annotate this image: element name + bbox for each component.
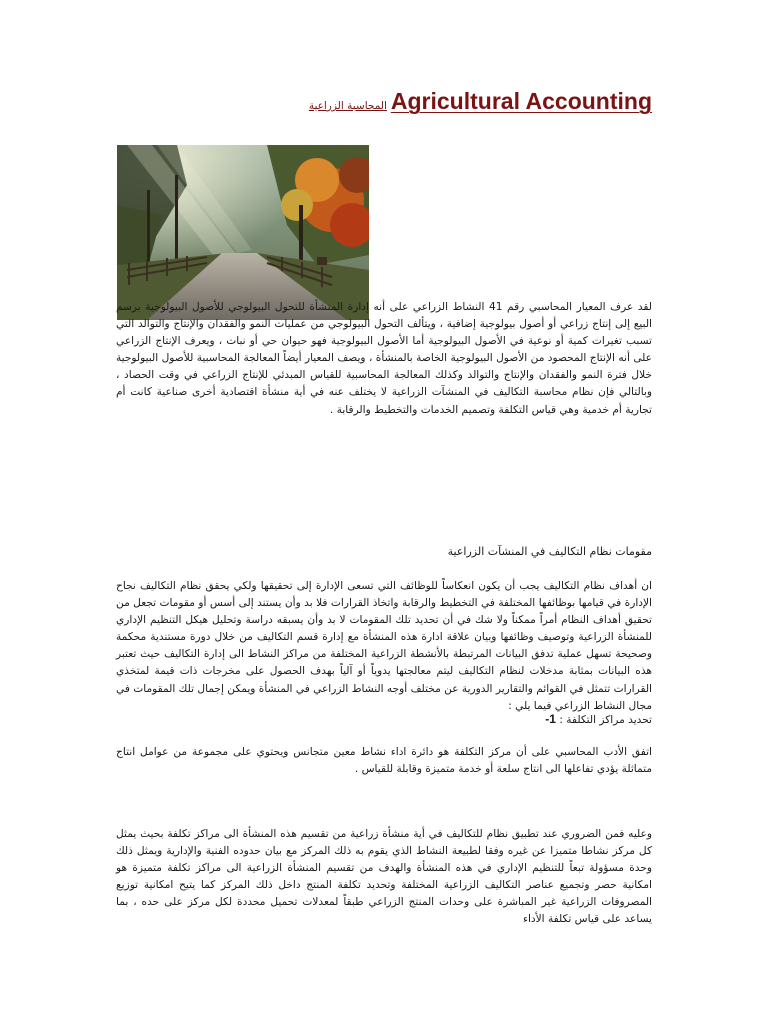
intro-paragraph: لقد عرف المعيار المحاسبي رقم 41 النشاط الزراعي على أنه إدارة المنشأة للتحول البيولوجي للأصول البيولوجية برسم البيع إلى إنتاج زراعي أو أصول بيولوجية إضافية ، ويتألف التحول البيولوجي من عمليات النمو والفقدان والإنتاج والتوالد التي تسبب تغيرات كمية أو نوعية في الأصول البيولوجية أما الأصول البيولوجية فهو حيوان حي أو نبات ، ويعرف الإنتاج الزراعي على أنه الإنتاج المحصود من الأصول البيولوجية الخاصة بالمنشأة ، ويصف المعيار أيضاً المعالجة المحاسبية للأصول البيولوجية خلال فترة النمو والفقدان والإنتاج والتوالد وكذلك المعالجة المحاسبية للقياس المبدئي للإنتاج الزراعي في وقت الحصاد ، وبالتالي فإن نظام محاسبة التكاليف في المنشآت الزراعية لا يختلف عنه في أية منشأة اقتصادية أخرى صناعية كانت أم تجارية أم خدمية وهي قياس التكلفة وتصميم الخدمات والتخطيط والرقابة . <box>116 301 652 416</box>
title-arabic: المحاسبة الزراعية <box>308 100 387 112</box>
title-english: Agricultural Accounting <box>390 88 652 114</box>
cost-center-division-paragraph: وعليه فمن الضروري عند تطبيق نظام للتكاليف في أية منشأة زراعية من تقسيم هذه المنشأة الى مراكز تكلفة بحيث يمثل كل مركز نشاطا متميزا عن غيره وفقا لطبيعة النشاط الذي يقوم به ذلك المركز مع بيان حدوده الفنية والإدارية ويمثل ذلك وحدة مسؤولة تبعاً للتنظيم الإداري في هذه المنشأة والهدف من تقسيم المنشأة الزراعية الى مراكز تكلفة متميزة هو امكانية حصر وتجميع عناصر التكاليف الزراعية المختلفة وتحديد تكلفة المنتج داخل ذلك المركز كما يتيح امكانية توزيع المصروفات الزراعية غير المباشرة على وحدات المنتج الزراعي طبقاً لمعدلات تحميل محددة لكل مركز على حده ، بما يساعد على قياس تكلفة الأداء <box>116 828 652 926</box>
cost-center-definition-paragraph: اتفق الأدب المحاسبي على أن مركز التكلفة هو دائرة اداء نشاط معين متجانس ويحتوي على مجموعة من عوامل انتاج متماثلة يؤدي تفاعلها الى انتاج سلعة أو خدمة متميزة وقابلة للقياس . <box>116 746 652 776</box>
subheading-cost-centers <box>116 711 652 729</box>
subheading-number: 1- <box>545 712 556 726</box>
forest-road-photo <box>117 145 369 320</box>
page-title <box>309 88 652 115</box>
section-heading-cost-system: مقومات نظام التكاليف في المنشآت الزراعية <box>447 545 652 558</box>
subheading-text: تحديد مراكز التكلفة : <box>559 714 652 726</box>
forest-road-image <box>117 145 369 320</box>
cost-system-paragraph: ان أهداف نظام التكاليف يجب أن يكون انعكاساً للوظائف التي تسعى الإدارة إلى تحقيقها ولكي يحقق نظام التكاليف نجاح الإدارة في قيامها بوظائفها المختلفة في التخطيط والرقابة واتخاذ القرارات فلا بد وأن يستند إلى أسس أو مقومات تجعل من تحقيق أهداف النظام أمراً ممكناً ولا شك في أن تحديد تلك المقومات لا بد وأن يسبقه دراسة وتحليل هيكل التنظيم الإداري للمنشأة الزراعية وتوصيف وظائفها وبيان علاقة ادارة هذه المنشأة مع إدارة قسم التكاليف من خلال دورة مستندية محكمة وصحيحة تسهل عملية تدفق البيانات المرتبطة بالأنشطة الزراعية المختلفة من مراكز النشاط الى إدارة التكاليف حيث تعتبر هذه البيانات بمثابة مدخلات لنظام التكاليف ليتم معالجتها يدوياً أو آلياً بهدف الحصول على مخرجات ذات قيمة لمتخذي القرارات تتمثل في القوائم والتقارير الدورية عن مختلف أوجه النشاط الزراعي في المنشأة ويمكن إجمال تلك المقومات في مجال النشاط الزراعي فيما يلي : <box>116 580 652 712</box>
